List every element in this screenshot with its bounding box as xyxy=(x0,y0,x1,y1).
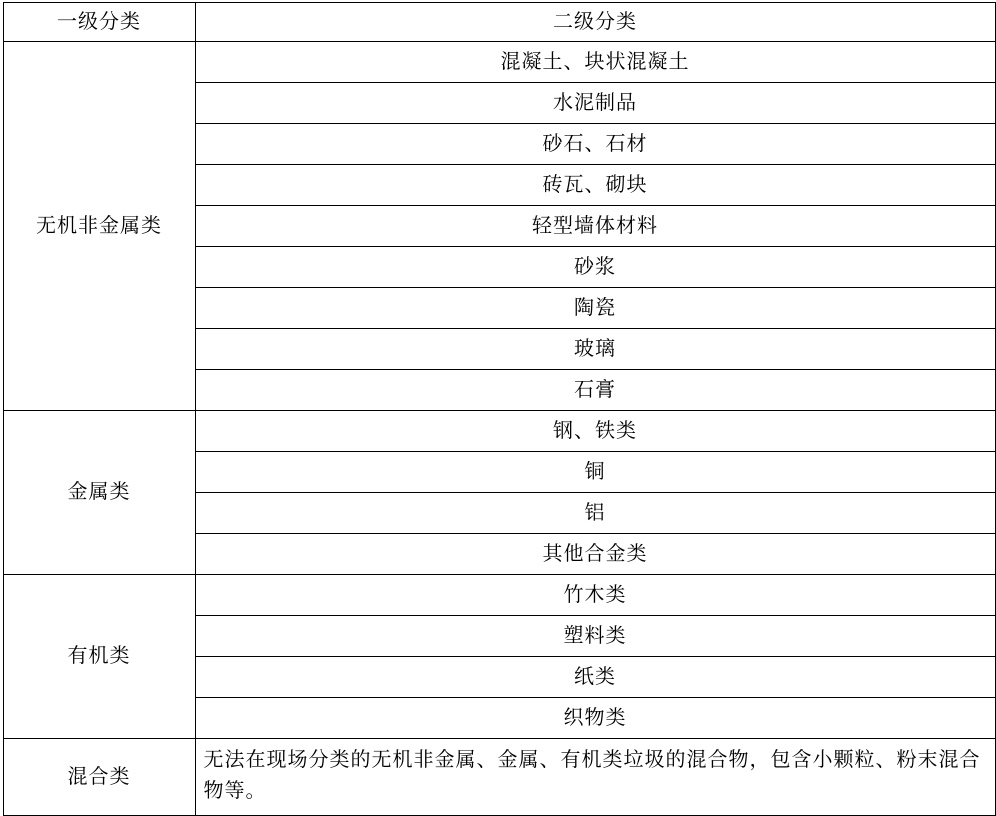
classification-table xyxy=(3,2,996,816)
column-header-primary: 一级分类 xyxy=(3,3,195,42)
secondary-category-cell: 玻璃 xyxy=(195,329,995,370)
secondary-category-cell: 塑料类 xyxy=(195,616,995,657)
primary-category-cell: 有机类 xyxy=(3,575,195,739)
secondary-category-cell: 铝 xyxy=(195,493,995,534)
secondary-category-cell: 铜 xyxy=(195,452,995,493)
secondary-category-cell: 织物类 xyxy=(195,698,995,739)
secondary-category-cell: 混凝土、块状混凝土 xyxy=(195,42,995,83)
table-row xyxy=(3,411,995,452)
table-row xyxy=(3,739,995,816)
secondary-category-cell: 钢、铁类 xyxy=(195,411,995,452)
secondary-category-cell: 纸类 xyxy=(195,657,995,698)
primary-category-cell: 无机非金属类 xyxy=(3,42,195,411)
table-body xyxy=(3,42,995,816)
secondary-category-cell: 水泥制品 xyxy=(195,83,995,124)
secondary-category-cell: 砖瓦、砌块 xyxy=(195,165,995,206)
secondary-category-cell: 轻型墙体材料 xyxy=(195,206,995,247)
table-header-row xyxy=(3,3,995,42)
table-row xyxy=(3,575,995,616)
secondary-category-cell: 砂石、石材 xyxy=(195,124,995,165)
secondary-category-cell: 陶瓷 xyxy=(195,288,995,329)
secondary-category-cell: 砂浆 xyxy=(195,247,995,288)
secondary-category-cell: 竹木类 xyxy=(195,575,995,616)
primary-category-cell: 混合类 xyxy=(3,739,195,816)
primary-category-cell: 金属类 xyxy=(3,411,195,575)
secondary-category-cell: 无法在现场分类的无机非金属、金属、有机类垃圾的混合物，包含小颗粒、粉末混合物等。 xyxy=(195,739,995,816)
secondary-category-cell: 石膏 xyxy=(195,370,995,411)
table-header xyxy=(3,3,995,42)
column-header-secondary: 二级分类 xyxy=(195,3,995,42)
table-row xyxy=(3,42,995,83)
secondary-category-cell: 其他合金类 xyxy=(195,534,995,575)
